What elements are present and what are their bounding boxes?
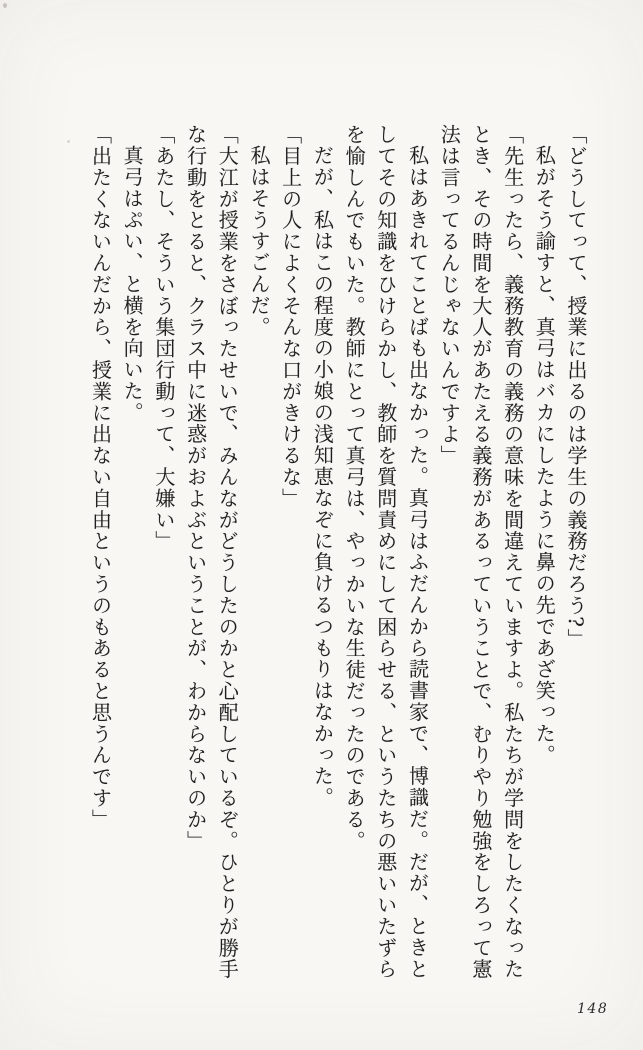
text-line: 「目上の人によくそんな口がきけるな」 [278, 124, 303, 510]
text-line: してその知識をひけらかし、教師を質問責めにして困らせる、というたちの悪いいたずら [373, 124, 398, 980]
text-line: な行動をとると、クラス中に迷惑がおよぶということが、わからないのか」 [183, 124, 208, 852]
text-line: を愉しんでもいた。教師にとって真弓は、やっかいな生徒だったのである。 [342, 124, 367, 852]
text-line: 「先生ったら、義務教育の義務の意味を間違えていますよ。私たちが学問をしたくなった [500, 124, 525, 980]
text-line: とき、その時間を大人があたえる義務があるっていうことで、むりやり勉強をしろって憲 [468, 124, 493, 980]
page-number: 148 [577, 1001, 609, 1017]
vertical-text-block [84, 124, 591, 981]
text-line: 法は言ってるんじゃないんですよ」 [437, 124, 462, 467]
text-line: 「あたし、そういう集団行動って、大嫌い」 [151, 124, 176, 552]
text-line: 「どうしてって、授業に出るのは学生の義務だろう?」 [564, 124, 588, 650]
scan-speck [3, 3, 7, 8]
scan-speck [67, 140, 70, 143]
text-line: 私はそうすごんだ。 [246, 145, 271, 338]
text-line: だが、私はこの程度の小娘の浅知恵なぞに負けるつもりはなかった。 [310, 145, 335, 809]
text-line: 私がそう諭すと、真弓はバカにしたように鼻の先であざ笑った。 [532, 145, 557, 766]
text-line: 「大江が授業をさぼったせいで、みんながどうしたのかと心配しているぞ。ひとりが勝手 [215, 124, 240, 980]
text-line: 「出たくないんだから、授業に出ない自由というのもあると思うんです」 [88, 124, 113, 831]
text-line: 真弓はぷい、と横を向いた。 [120, 145, 145, 424]
text-line: 私はあきれてことばも出なかった。真弓はふだんから読書家で、博識だ。だが、ときと [405, 145, 430, 980]
